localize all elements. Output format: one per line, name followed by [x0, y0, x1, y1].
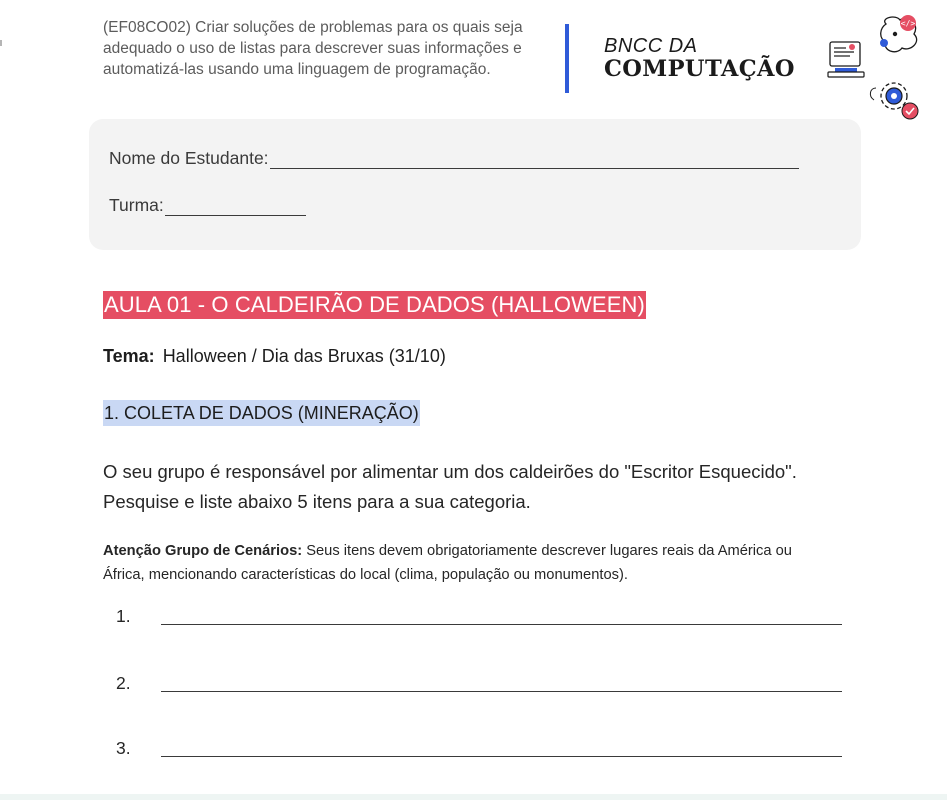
- attention-label: Atenção Grupo de Cenários:: [103, 543, 303, 559]
- answer-number: 3.: [116, 738, 131, 758]
- student-name-row: [109, 148, 799, 169]
- brand-line-1: BNCC DA: [604, 35, 698, 57]
- answer-input-line[interactable]: [161, 691, 842, 692]
- student-name-input-line[interactable]: [270, 149, 799, 169]
- answer-item-2: [116, 672, 846, 696]
- theme-value: Halloween / Dia das Bruxas (31/10): [162, 346, 446, 366]
- brand-line-2: COMPUTAÇÃO: [604, 56, 795, 82]
- answer-number: 1.: [116, 606, 131, 626]
- answer-number: 2.: [116, 673, 131, 693]
- brand-logo: [604, 36, 795, 82]
- code-bubble-icon: [880, 15, 917, 52]
- class-input-line[interactable]: [165, 196, 306, 216]
- answer-input-line[interactable]: [161, 756, 842, 757]
- theme-label: Tema:: [103, 346, 155, 366]
- class-label: Turma:: [109, 195, 164, 215]
- section-title: 1. COLETA DE DADOS (MINERAÇÃO): [103, 400, 420, 426]
- lesson-theme: [103, 344, 446, 368]
- attention-note: [103, 539, 833, 587]
- checkmark-badge-icon: [902, 103, 918, 119]
- answer-input-line[interactable]: [161, 624, 842, 625]
- attention-text: Seus itens devem obrigatoriamente descrever lugares reais da América ou África, mencionando características do local (clima, população ou monumentos).: [103, 543, 792, 583]
- header-divider: [565, 24, 569, 93]
- class-row: [109, 195, 306, 216]
- answer-item-1: [116, 605, 846, 629]
- lesson-title: AULA 01 - O CALDEIRÃO DE DADOS (HALLOWEEN): [104, 292, 645, 317]
- answer-item-3: [116, 737, 846, 761]
- gear-icon: [870, 83, 907, 109]
- computer-monitor-icon: [828, 42, 864, 77]
- instruction-paragraph: O seu grupo é responsável por alimentar um dos caldeirões do "Escritor Esquecido". Pesquise e liste abaixo 5 itens para a sua categoria.: [103, 461, 797, 512]
- student-name-label: Nome do Estudante:: [109, 148, 269, 168]
- skill-description: (EF08CO02) Criar soluções de problemas para os quais seja adequado o uso de listas para descrever suas informações e automatizá-las usando uma linguagem de programação.: [103, 19, 523, 78]
- svg-text:</>: </>: [900, 19, 916, 28]
- brand-illustration: [824, 12, 924, 124]
- page-edge-mark: [0, 40, 2, 46]
- student-info-box: [89, 119, 861, 250]
- bottom-band: [0, 794, 947, 800]
